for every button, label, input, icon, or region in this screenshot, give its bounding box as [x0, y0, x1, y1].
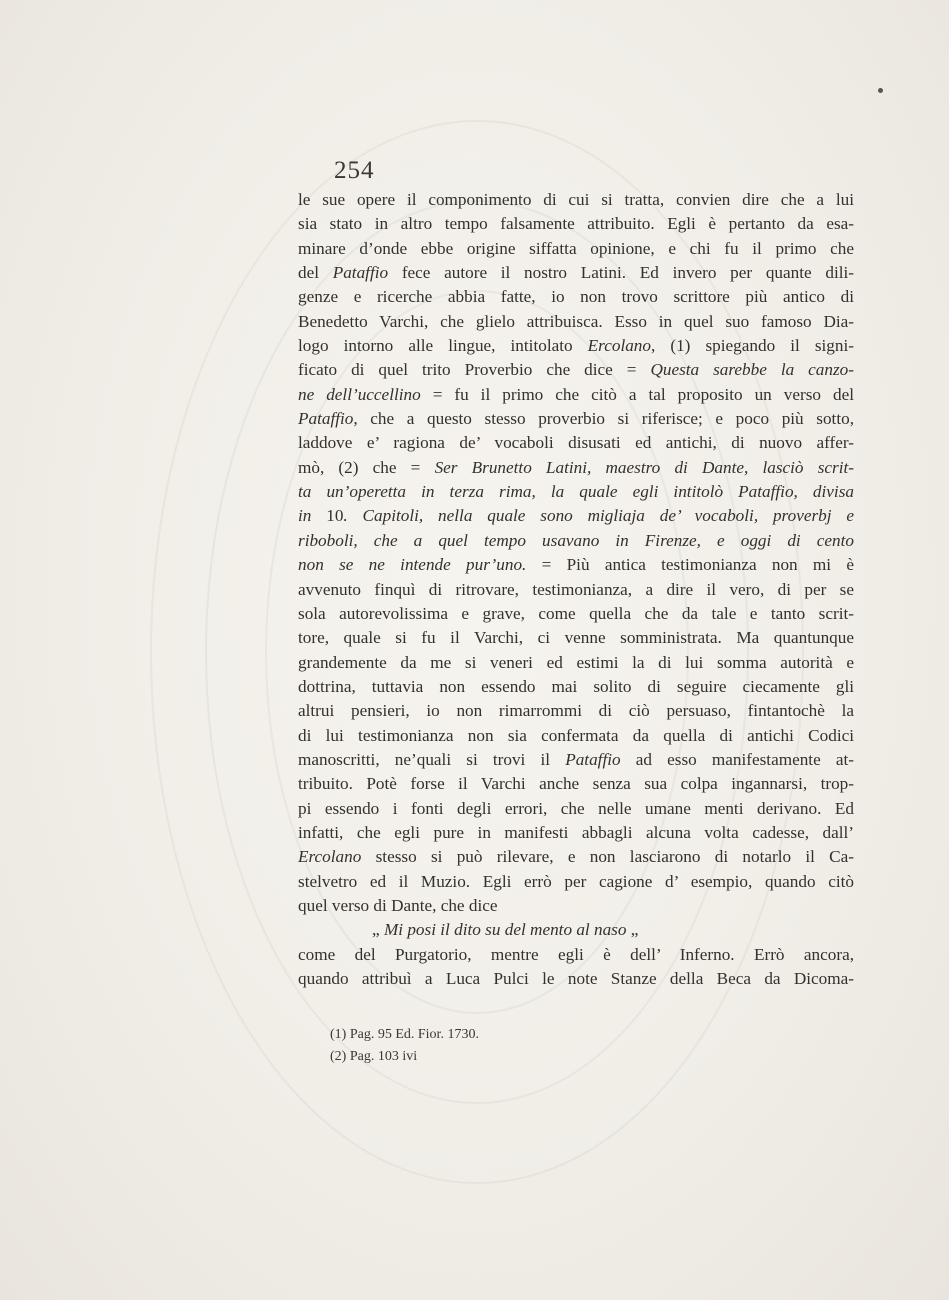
body-text — [298, 188, 854, 991]
italic-segment: ne dell’uccellino — [298, 384, 421, 404]
text-line — [298, 967, 854, 991]
text-segment: 10 — [326, 506, 344, 526]
italic-segment: in — [298, 506, 327, 526]
italic-segment: Pataffio — [565, 749, 621, 769]
text-segment: quando attribuì a Luca Pulci le note Stanze della Beca da Dicoma- — [298, 969, 854, 988]
italic-segment: . Capitoli, nella quale sono migliaja de’ vocaboli, proverbj e — [343, 506, 854, 526]
text-segment: avvenuto finquì di ritrovare, testimonianza, a dire il vero, di per se — [298, 579, 854, 599]
footnote: (1) Pag. 95 Ed. Fior. 1730. — [330, 1027, 479, 1042]
text-line — [298, 894, 854, 918]
text-segment: sia stato in altro tempo falsamente attribuito. Egli è pertanto da esa- — [298, 214, 854, 234]
text-line — [298, 724, 854, 748]
text-line — [298, 578, 854, 602]
text-segment: tore, quale si fu il Varchi, ci venne somministrata. Ma quantunque — [298, 628, 854, 648]
italic-segment: Mi posi il dito su del mento al naso — [383, 920, 627, 940]
text-line — [298, 699, 854, 723]
text-line — [298, 918, 854, 942]
italic-segment: Questa sarebbe la canzo- — [650, 360, 855, 380]
text-line — [298, 456, 854, 480]
text-line — [298, 310, 854, 334]
text-line — [298, 529, 854, 553]
text-line — [298, 431, 854, 455]
page-number: 254 — [334, 157, 375, 184]
text-segment: come del Purgatorio, mentre egli è dell’ Inferno. Errò ancora, — [298, 944, 854, 964]
italic-segment: Ser Brunetto Latini, maestro di Dante, lasciò scrit- — [434, 457, 854, 477]
text-segment: stesso si può rilevare, e non lasciarono di notarlo il Ca- — [361, 847, 854, 867]
text-segment: del — [298, 263, 333, 283]
text-segment: „ — [626, 920, 639, 940]
text-line — [298, 626, 854, 650]
text-line — [298, 602, 854, 626]
text-line — [298, 261, 854, 285]
text-segment: , che a questo stesso proverbio si riferisce; e poco più sotto, — [353, 409, 854, 429]
text-line — [298, 675, 854, 699]
text-line — [298, 285, 854, 309]
text-segment: dottrina, tuttavia non essendo mai solito di seguire ciecamente gli — [298, 676, 854, 696]
footnote: (2) Pag. 103 ivi — [330, 1049, 418, 1064]
text-segment: fece autore il nostro Latini. Ed invero per quante dili- — [388, 263, 855, 283]
text-segment: minare d’onde ebbe origine siffatta opinione, e chi fu il primo che — [298, 238, 854, 258]
text-line — [298, 504, 854, 528]
text-line — [298, 845, 854, 869]
text-segment: genze e ricerche abbia fatte, io non trovo scrittore più antico di — [298, 287, 854, 307]
text-segment: infatti, che egli pure in manifesti abbagli alcuna volta cadesse, dall’ — [298, 822, 854, 842]
text-line — [298, 821, 854, 845]
ink-spot — [878, 88, 883, 93]
text-segment: altrui pensieri, io non rimarrommi di ciò persuaso, fintantochè la — [298, 701, 854, 721]
italic-segment: Ercolano — [587, 336, 651, 356]
italic-segment: non se ne intende pur’uno. — [298, 555, 527, 575]
text-line — [298, 383, 854, 407]
italic-segment: ta un’operetta in terza rima, la quale egli intitolò Pataffio, divisa — [298, 482, 854, 502]
text-segment: „ — [372, 920, 384, 940]
text-segment: di lui testimonianza non sia confermata da quella di antichi Codici — [298, 725, 854, 745]
text-segment: stelvetro ed il Muzio. Egli errò per cagione d’ esempio, quando citò — [298, 871, 854, 891]
text-line — [298, 870, 854, 894]
text-line — [298, 237, 854, 261]
text-line — [298, 212, 854, 236]
text-line — [298, 188, 854, 212]
italic-segment: Pataffio — [298, 409, 354, 429]
text-segment: Benedetto Varchi, che glielo attribuisca. Esso in quel suo famoso Dia- — [298, 311, 854, 331]
text-segment: laddove e’ ragiona de’ vocaboli disusati ed antichi, di nuovo affer- — [298, 433, 854, 453]
italic-segment: Ercolano — [298, 847, 362, 867]
text-segment: le sue opere il componimento di cui si tratta, convien dire che a lui — [298, 190, 854, 209]
text-line — [298, 797, 854, 821]
text-segment: , (1) spiegando il signi- — [651, 336, 854, 356]
text-line — [298, 943, 854, 967]
text-segment: pi essendo i fonti degli errori, che nelle umane menti derivano. Ed — [298, 798, 854, 818]
text-line — [298, 651, 854, 675]
footnotes — [330, 1024, 630, 1068]
text-segment: mò, (2) che = — [298, 457, 435, 477]
italic-segment: riboboli, che a quel tempo usavano in Firenze, e oggi di cento — [298, 530, 854, 550]
text-line — [298, 553, 854, 577]
italic-segment: Pataffio — [332, 263, 389, 283]
text-line — [298, 772, 854, 796]
text-segment: = Più antica testimonianza non mi è — [526, 555, 854, 575]
text-segment: manoscritti, ne’quali si trovi il — [298, 749, 566, 769]
text-line — [298, 334, 854, 358]
text-segment: sola autorevolissima e grave, come quella che da tale e tanto scrit- — [298, 603, 854, 623]
text-line — [298, 358, 854, 382]
text-line — [298, 407, 854, 431]
text-segment: ad esso manifestamente at- — [620, 749, 854, 769]
text-segment: tribuito. Potè forse il Varchi anche senza sua colpa ingannarsi, trop- — [298, 774, 854, 794]
text-segment: quel verso di Dante, che dice — [298, 895, 498, 915]
text-line — [298, 748, 854, 772]
text-segment: grandemente da me si veneri ed estimi la di lui somma autorità e — [298, 652, 854, 672]
text-segment: logo intorno alle lingue, intitolato — [298, 336, 588, 356]
text-segment: ficato di quel trito Proverbio che dice = — [298, 360, 651, 380]
text-line — [298, 480, 854, 504]
text-segment: = fu il primo che citò a tal proposito un verso del — [420, 384, 854, 404]
